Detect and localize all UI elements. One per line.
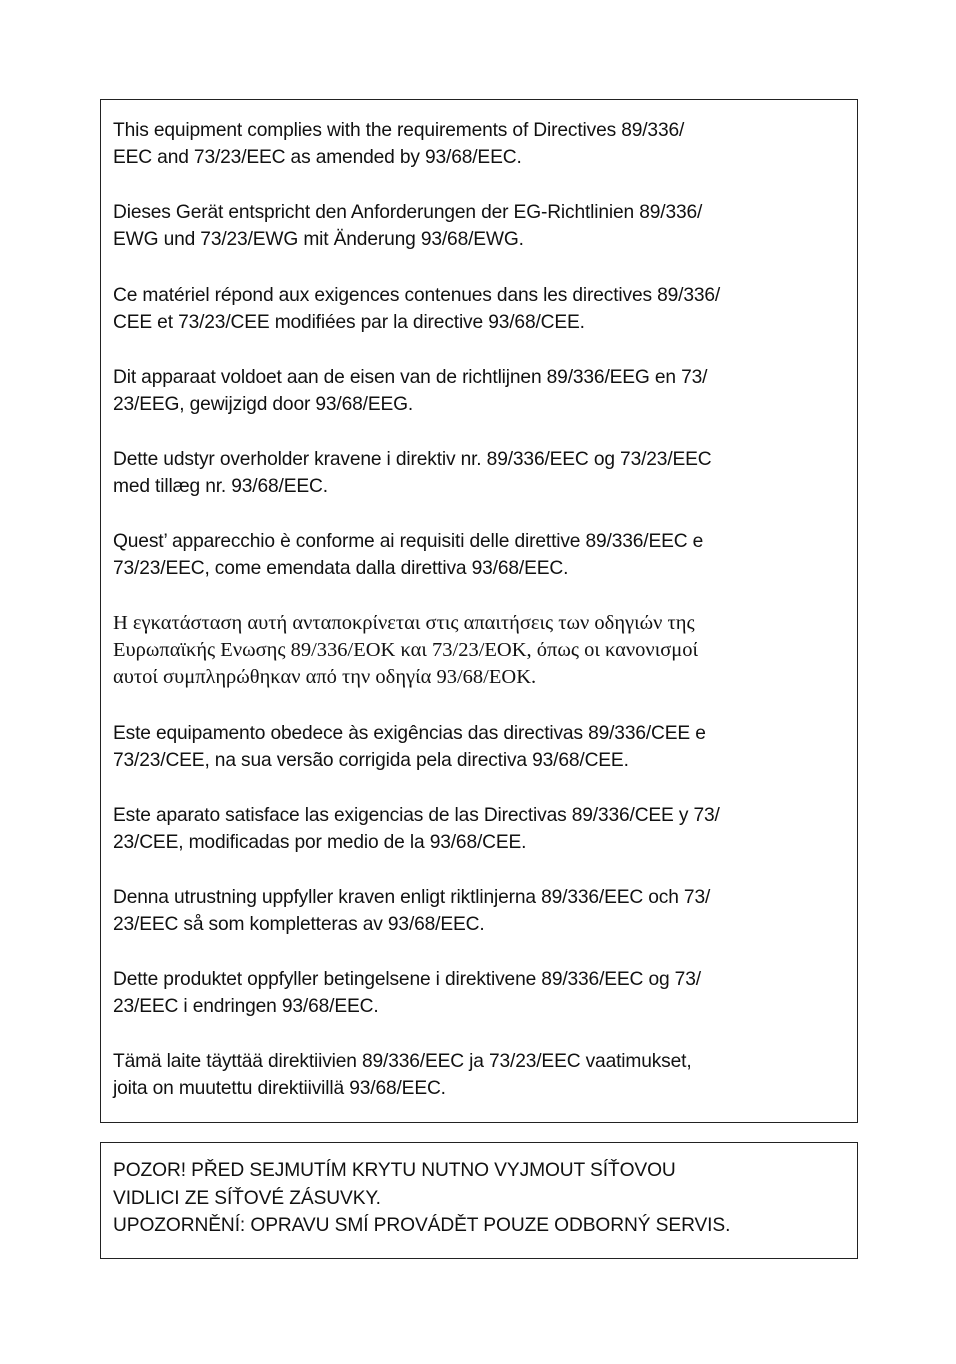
statement-finnish	[113, 1048, 851, 1102]
statement-line: Quest’ apparecchio è conforme ai requisiti delle direttive 89/336/EEC e	[113, 531, 704, 552]
statement-german	[113, 199, 851, 253]
warning-line: POZOR! PŘED SEJMUTÍM KRYTU NUTNO VYJMOUT SÍŤOVOU	[113, 1160, 676, 1181]
warning-line: UPOZORNĚNÍ: OPRAVU SMÍ PROVÁDĚT POUZE ODBORNÝ SERVIS.	[113, 1215, 731, 1236]
warning-line: VIDLICI ZE SÍŤOVÉ ZÁSUVKY.	[113, 1187, 381, 1209]
statement-line: Ce matériel répond aux exigences contenues dans les directives 89/336/	[113, 285, 721, 306]
statement-line: Dit apparaat voldoet aan de eisen van de richtlijnen 89/336/EEG en 73/	[113, 367, 708, 388]
statement-line: Este equipamento obedece às exigências das directivas 89/336/CEE e	[113, 723, 706, 744]
warning-text	[113, 1157, 730, 1240]
statement-line: Ευρωπαϊκής Ενωσης 89/336/ΕΟΚ και 73/23/ΕΟΚ, όπως οι κανονισμοί	[113, 639, 699, 661]
statement-line: 23/EEG, gewijzigd door 93/68/EEG.	[113, 394, 414, 415]
statement-italian	[113, 528, 851, 582]
statement-line: Tämä laite täyttää direktiivien 89/336/EEC ja 73/23/EEC vaatimukset,	[113, 1051, 692, 1072]
statement-line: joita on muutettu direktiivillä 93/68/EEC.	[113, 1078, 446, 1099]
statement-dutch	[113, 364, 851, 418]
statement-line: Denna utrustning uppfyller kraven enligt riktlinjerna 89/336/EEC och 73/	[113, 887, 711, 908]
statement-line: αυτοί συμπληρώθηκαν από την οδηγία 93/68/ΕΟΚ.	[113, 666, 537, 688]
statement-french	[113, 282, 851, 336]
statement-line: med tillæg nr. 93/68/EEC.	[113, 476, 328, 497]
compliance-box	[100, 99, 858, 1123]
statement-line: 73/23/CEE, na sua versão corrigida pela directiva 93/68/CEE.	[113, 750, 629, 771]
statement-greek	[113, 610, 851, 691]
statement-norwegian	[113, 966, 851, 1020]
statement-line: EWG und 73/23/EWG mit Änderung 93/68/EWG.	[113, 229, 524, 250]
statement-line: Dette udstyr overholder kravene i direktiv nr. 89/336/EEC og 73/23/EEC	[113, 449, 712, 470]
statement-line: This equipment complies with the requirements of Directives 89/336/	[113, 120, 685, 141]
statement-line: Dieses Gerät entspricht den Anforderungen der EG-Richtlinien 89/336/	[113, 202, 703, 223]
statement-line: 23/EEC så som kompletteras av 93/68/EEC.	[113, 914, 485, 935]
statement-danish	[113, 446, 851, 500]
statement-line: Η εγκατάσταση αυτή ανταποκρίνεται στις απαιτήσεις των οδηγιών της	[113, 612, 695, 634]
statement-line: EEC and 73/23/EEC as amended by 93/68/EEC.	[113, 147, 522, 168]
statement-portuguese	[113, 720, 851, 774]
statement-line: Dette produktet oppfyller betingelsene i direktivene 89/336/EEC og 73/	[113, 969, 701, 990]
statement-english	[113, 117, 851, 171]
warning-box	[100, 1142, 858, 1259]
statement-line: CEE et 73/23/CEE modifiées par la directive 93/68/CEE.	[113, 312, 585, 333]
statement-line: 23/EEC i endringen 93/68/EEC.	[113, 996, 379, 1017]
statement-line: 23/CEE, modificadas por medio de la 93/68/CEE.	[113, 832, 527, 853]
statement-spanish	[113, 802, 851, 856]
statement-line: 73/23/EEC, come emendata dalla direttiva 93/68/EEC.	[113, 558, 569, 579]
statement-swedish	[113, 884, 851, 938]
statement-line: Este aparato satisface las exigencias de las Directivas 89/336/CEE y 73/	[113, 805, 720, 826]
